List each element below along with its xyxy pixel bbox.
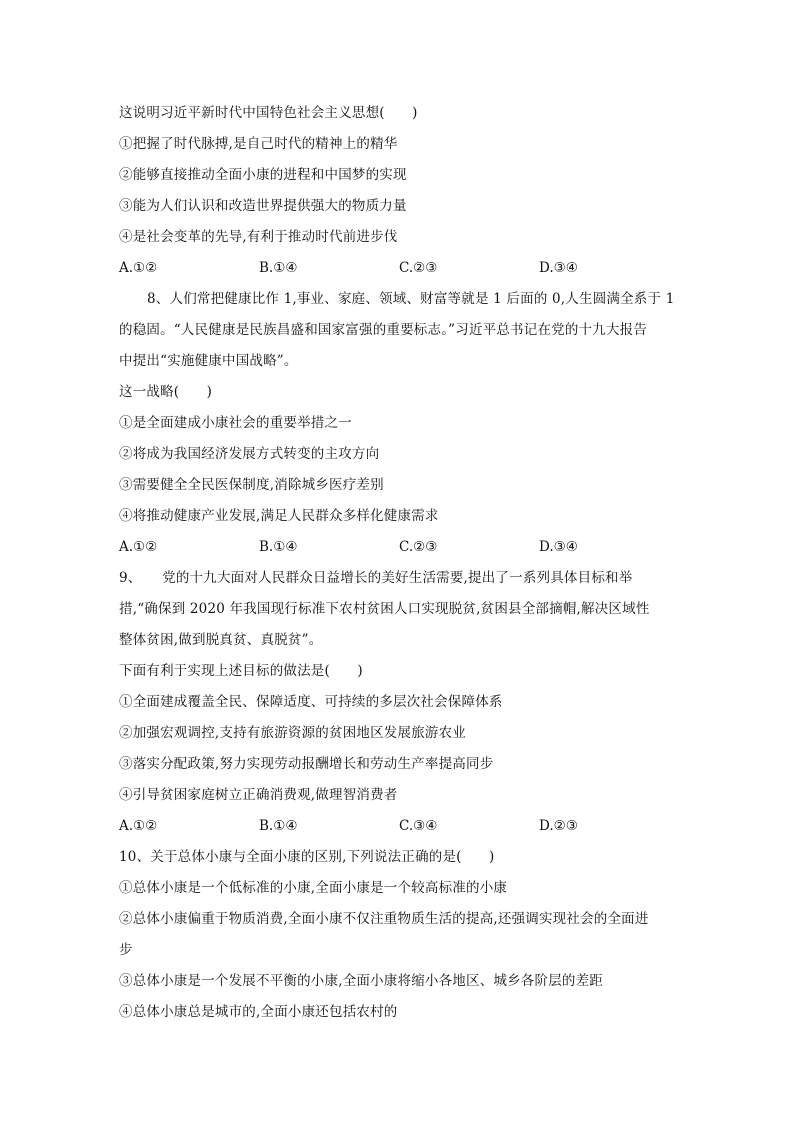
q10-item-1: ①总体小康是一个低标准的小康,全面小康是一个较高标准的小康 xyxy=(119,880,508,896)
q9-options xyxy=(119,816,679,836)
q9-line-2: 措,“确保到 2020 年我国现行标准下农村贫困人口实现脱贫,贫困县全部摘帽,解决区域性 xyxy=(119,601,650,617)
q8-line-2: 的稳固。“人民健康是民族昌盛和国家富强的重要标志。”习近平总书记在党的十九大报告 xyxy=(119,322,648,338)
q7-options xyxy=(119,258,679,278)
q9-option-a: A.①② xyxy=(119,818,158,834)
q9-stem: 下面有利于实现上述目标的做法是( ) xyxy=(119,663,363,679)
q7-item-4: ④是社会变革的先导,有利于推动时代前进步伐 xyxy=(119,229,398,245)
q9-item-1: ①全面建成覆盖全民、保障适度、可持续的多层次社会保障体系 xyxy=(119,694,503,710)
q7-option-c: C.②③ xyxy=(399,260,438,276)
q9-item-4: ④引导贫困家庭树立正确消费观,做理智消费者 xyxy=(119,787,398,803)
q9-option-c: C.③④ xyxy=(399,818,438,834)
q7-item-3: ③能为人们认识和改造世界提供强大的物质力量 xyxy=(119,198,407,214)
q8-option-d: D.③④ xyxy=(539,539,578,555)
q10-item-4: ④总体小康总是城市的,全面小康还包括农村的 xyxy=(119,1004,398,1020)
q8-line-1: 8、人们常把健康比作 1,事业、家庭、领域、财富等就是 1 后面的 0,人生圆满全系于 1 xyxy=(147,291,675,307)
q8-item-1: ①是全面建成小康社会的重要举措之一 xyxy=(119,415,352,431)
q9-option-d: D.②③ xyxy=(539,818,578,834)
q8-line-3: 中提出“实施健康中国战略”。 xyxy=(119,353,298,369)
q8-option-c: C.②③ xyxy=(399,539,438,555)
q8-stem: 这一战略( ) xyxy=(119,384,213,400)
q7-option-a: A.①② xyxy=(119,260,158,276)
q7-option-b: B.①④ xyxy=(259,260,298,276)
q7-item-1: ①把握了时代脉搏,是自己时代的精神上的精华 xyxy=(119,136,398,152)
q9-item-3: ③落实分配政策,努力实现劳动报酬增长和劳动生产率提高同步 xyxy=(119,756,494,772)
q8-option-b: B.①④ xyxy=(259,539,298,555)
q8-options xyxy=(119,537,679,557)
q9-item-2: ②加强宏观调控,支持有旅游资源的贫困地区发展旅游农业 xyxy=(119,725,466,741)
q9-line-3: 整体贫困,做到脱真贫、真脱贫”。 xyxy=(119,632,323,648)
q9-option-b: B.①④ xyxy=(259,818,298,834)
q8-item-4: ④将推动健康产业发展,满足人民群众多样化健康需求 xyxy=(119,508,439,524)
q10-item-2: ②总体小康偏重于物质消费,全面小康不仅注重物质生活的提高,还强调实现社会的全面进 xyxy=(119,911,649,927)
q8-item-3: ③需要健全全民医保制度,消除城乡医疗差别 xyxy=(119,477,384,493)
q7-option-d: D.③④ xyxy=(539,260,578,276)
q7-stem: 这说明习近平新时代中国特色社会主义思想( ) xyxy=(119,105,418,121)
q8-option-a: A.①② xyxy=(119,539,158,555)
q7-item-2: ②能够直接推动全面小康的进程和中国梦的实现 xyxy=(119,167,407,183)
q9-line-1: 9、 党的十九大面对人民群众日益增长的美好生活需要,提出了一系列具体目标和举 xyxy=(119,570,633,586)
q10-item-3: ③总体小康是一个发展不平衡的小康,全面小康将缩小各地区、城乡各阶层的差距 xyxy=(119,973,603,989)
q10-stem: 10、关于总体小康与全面小康的区别,下列说法正确的是( ) xyxy=(119,849,495,865)
q8-item-2: ②将成为我国经济发展方式转变的主攻方向 xyxy=(119,446,380,462)
q10-item-2-cont: 步 xyxy=(119,942,133,958)
